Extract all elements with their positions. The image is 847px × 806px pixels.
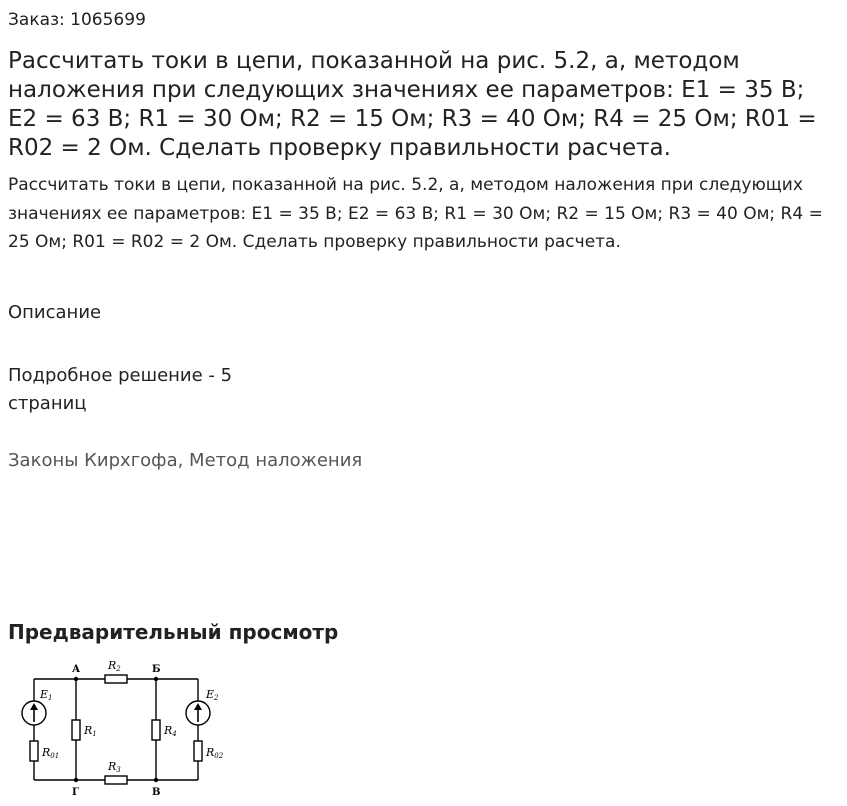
resistor-r02: [194, 741, 202, 761]
resistor-r2: [105, 675, 127, 683]
resistor-r4: [152, 720, 160, 740]
order-number: Заказ: 1065699: [8, 10, 146, 30]
label-r4: R4: [164, 724, 177, 738]
resistor-r3: [105, 776, 127, 784]
resistor-r01: [30, 741, 38, 761]
preview-heading: Предварительный просмотр: [8, 620, 339, 644]
label-r1: R1: [84, 724, 97, 738]
resistor-r1: [72, 720, 80, 740]
source-e1: [22, 701, 46, 725]
node-g-label: Г: [72, 787, 79, 798]
label-r2: R2: [108, 659, 121, 673]
topic-tags: Законы Кирхгофа, Метод наложения: [8, 450, 363, 471]
node-v-dot: [154, 778, 158, 782]
task-description: Рассчитать токи в цепи, показанной на рис. 5.2, а, методом наложения при следующих значениях ее параметров: E1 = 35 В; E2 = 63 В; R1 = 30 Ом; R2 = 15 Ом; R3 = 40 Ом; R4 = 25 Ом; R01 = R02 = 2 Ом. Сделать проверку правильности расчета.: [8, 175, 823, 253]
label-r01: R01: [42, 746, 60, 760]
label-e1: E1: [40, 688, 53, 702]
source-e2: [186, 701, 210, 725]
node-b-dot: [154, 677, 158, 681]
node-v-label: В: [152, 787, 161, 798]
circuit-preview-image: [10, 658, 240, 802]
page-title: Рассчитать токи в цепи, показанной на рис. 5.2, а, методом наложения при следующих значениях ее параметров: E1 = 35 В; E2 = 63 В; R1 = 30 Ом; R2 = 15 Ом; R3 = 40 Ом; R4 = 25 Ом; R01 = R02 = 2 Ом. Сделать проверку правильности расчета.: [8, 48, 817, 161]
solution-details: Подробное решение - 5 страниц: [8, 365, 233, 414]
label-r02: R02: [206, 746, 224, 760]
description-section-label: Описание: [8, 302, 102, 323]
node-b-label: Б: [152, 664, 161, 675]
label-r3: R3: [108, 760, 121, 774]
label-e2: E2: [206, 688, 219, 702]
node-a-dot: [74, 677, 78, 681]
node-g-dot: [74, 778, 78, 782]
node-a-label: А: [72, 664, 81, 675]
